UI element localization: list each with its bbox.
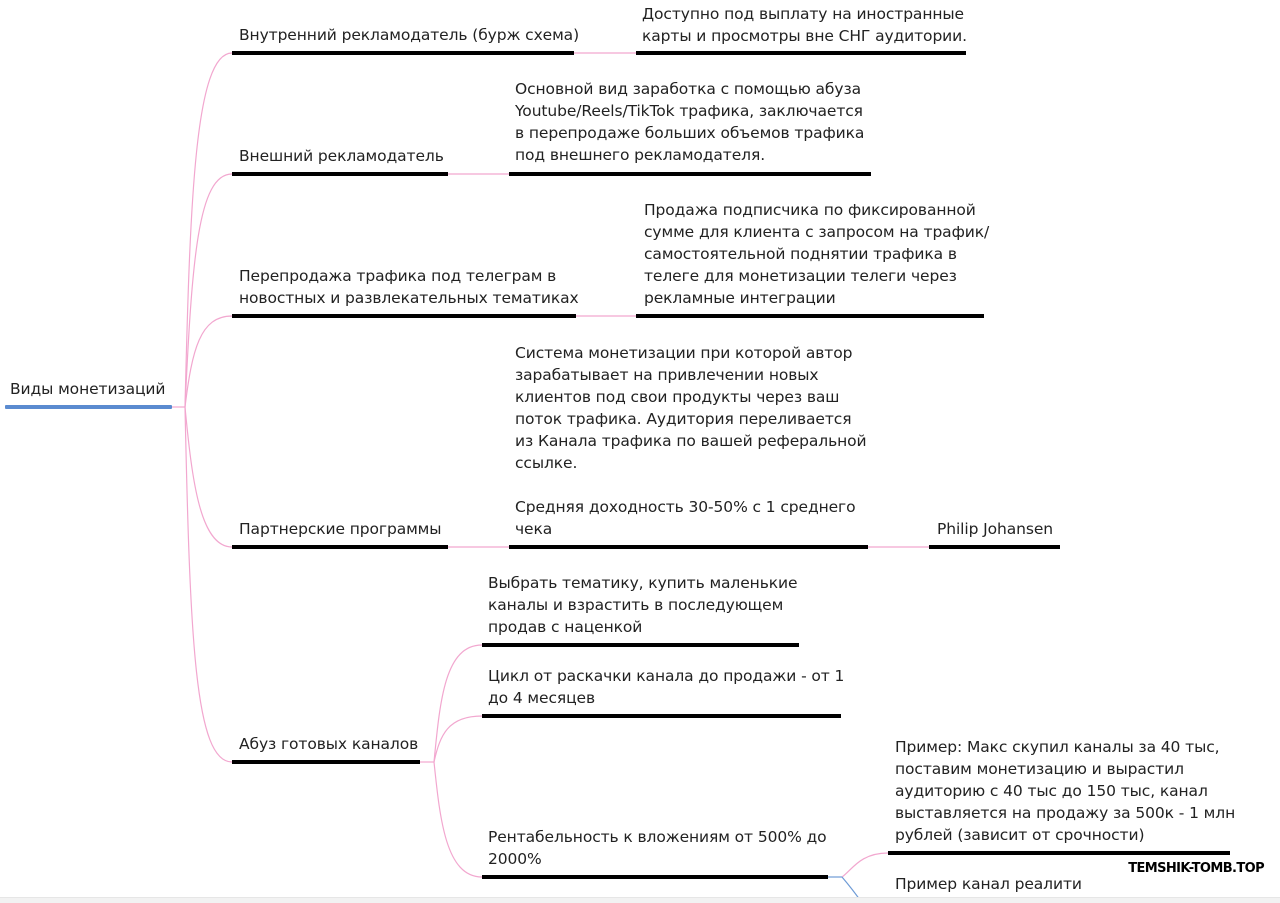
detail-internal-advertiser[interactable]: Доступно под выплату на иностранные карты и просмотры вне СНГ аудитории. <box>642 5 967 45</box>
detail-underline <box>636 51 966 55</box>
detail-telegram-resale[interactable]: Продажа подписчика по фиксированной сумме для клиента с запросом на трафик/ самостоятельной поднятии трафика в телеге для монетизации телеги через рекламные интеграции <box>644 201 990 307</box>
root-node-underline <box>5 405 172 409</box>
watermark: TEMSHIK-TOMB.TOP <box>1128 861 1264 876</box>
detail-underline <box>482 643 799 647</box>
root-node-label[interactable]: Виды монетизаций <box>10 380 166 398</box>
detail-underline <box>636 314 984 318</box>
detail-underline <box>482 714 841 718</box>
detail-underline <box>509 172 871 176</box>
connector-abuse-1 <box>434 645 482 762</box>
child-philip-johansen[interactable]: Philip Johansen <box>937 520 1053 538</box>
child-underline <box>929 545 1060 549</box>
example-reality-channel[interactable]: Пример канал реалити <box>895 875 1082 893</box>
detail-abuse-cycle[interactable]: Цикл от раскачки канала до продажи - от 1 до 4 месяцев <box>488 667 845 707</box>
branch-affiliate-programs[interactable]: Партнерские программы <box>239 520 442 538</box>
branch-external-advertiser[interactable]: Внешний рекламодатель <box>239 147 444 165</box>
branch-channel-abuse[interactable]: Абуз готовых каналов <box>239 735 419 753</box>
bottom-scroll-strip <box>0 897 1280 903</box>
connector-branch-4 <box>185 407 232 547</box>
branch-underline <box>232 545 448 549</box>
connector-branch-3 <box>185 316 232 407</box>
example-max-channels[interactable]: Пример: Макс скупил каналы за 40 тыс, поставим монетизацию и вырастил аудиторию с 40 тыс до 150 тыс, канал выставляется на продажу за 500к - 1 млн рублей (зависит от срочности) <box>895 738 1236 844</box>
detail-underline <box>509 545 868 549</box>
branch-underline <box>232 51 574 55</box>
detail-affiliate-programs[interactable]: Система монетизации при которой автор зарабатывает на привлечении новых клиентов под свои продукты через ваш поток трафика. Аудитория переливается из Канала трафика по вашей реферальной ссылке. Средняя доходность 30-50% с 1 среднего чека <box>515 344 867 538</box>
detail-underline <box>482 875 828 879</box>
connector-example-1 <box>842 853 888 877</box>
connector-abuse-3 <box>434 762 482 877</box>
branch-underline <box>232 760 420 764</box>
connector-branch-5 <box>185 407 232 762</box>
branch-internal-advertiser[interactable]: Внутренний рекламодатель (бурж схема) <box>239 26 580 44</box>
branch-underline <box>232 314 576 318</box>
example-underline <box>888 851 1230 855</box>
branch-telegram-resale[interactable]: Перепродажа трафика под телеграм в новостных и развлекательных тематиках <box>239 267 579 307</box>
branch-underline <box>232 172 448 176</box>
detail-external-advertiser[interactable]: Основной вид заработка с помощью абуза Youtube/Reels/TikTok трафика, заключается в перепродаже больших объемов трафика под внешнего рекламодателя. <box>515 80 865 164</box>
connector-abuse-2 <box>434 716 482 762</box>
detail-abuse-profitability[interactable]: Рентабельность к вложениям от 500% до 2000% <box>488 828 827 868</box>
detail-abuse-choose-topic[interactable]: Выбрать тематику, купить маленькие каналы и взрастить в последующем продав с наценкой <box>488 574 798 636</box>
connector-branch-1 <box>185 53 232 407</box>
